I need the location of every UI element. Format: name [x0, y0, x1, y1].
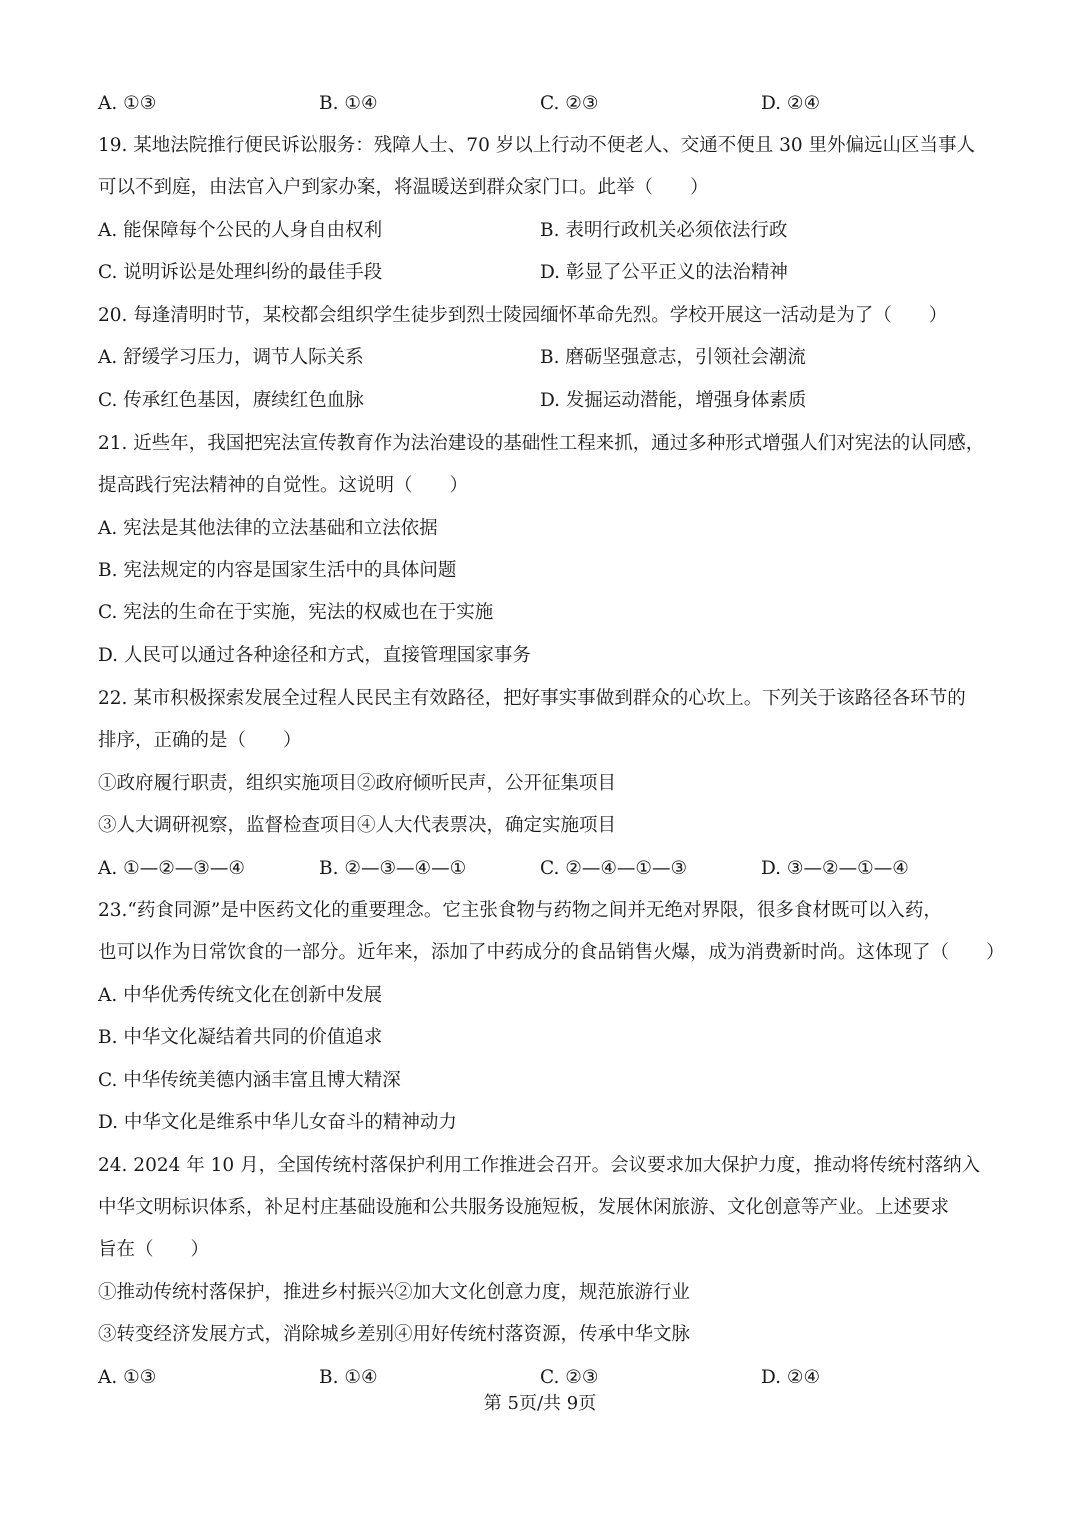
q24-option-c: C. ②③	[540, 1367, 599, 1388]
q19-option-d: D. 彰显了公平正义的法治精神	[540, 262, 788, 283]
q21-option-a: A. 宪法是其他法律的立法基础和立法依据	[98, 518, 438, 539]
q18-option-a: A. ①③	[98, 93, 157, 114]
q24-stem-line-2: 中华文明标识体系，补足村庄基础设施和公共服务设施短板，发展休闲旅游、文化创意等产业。上述要求	[98, 1197, 950, 1218]
q22-option-a: A. ①—②—③—④	[98, 858, 245, 879]
q21-option-b: B. 宪法规定的内容是国家生活中的具体问题	[98, 560, 457, 581]
q18-option-d: D. ②④	[761, 93, 821, 114]
q21-stem-line-1: 21. 近些年，我国把宪法宣传教育作为法治建设的基础性工程来抓，通过多种形式增强人们对宪法的认同感，	[98, 433, 985, 454]
q22-option-d: D. ③—②—①—④	[761, 858, 909, 879]
q18-option-b: B. ①④	[319, 93, 378, 114]
q19-option-a: A. 能保障每个公民的人身自由权利	[98, 220, 383, 241]
q24-statement-line-1: ①推动传统村落保护，推进乡村振兴②加大文化创意力度，规范旅游行业	[98, 1282, 691, 1303]
page-footer: 第 5页/共 9页	[483, 1393, 597, 1414]
q22-statement-line-1: ①政府履行职责，组织实施项目②政府倾听民声，公开征集项目	[98, 773, 617, 794]
q20-option-a: A. 舒缓学习压力，调节人际关系	[98, 347, 364, 368]
q23-option-c: C. 中华传统美德内涵丰富且博大精深	[98, 1070, 401, 1091]
q19-stem-line-2: 可以不到庭，由法官入户到家办案，将温暖送到群众家门口。此举（ ）	[98, 177, 709, 198]
q24-statement-line-2: ③转变经济发展方式，消除城乡差别④用好传统村落资源，传承中华文脉	[98, 1324, 691, 1345]
q23-option-a: A. 中华优秀传统文化在创新中发展	[98, 985, 383, 1006]
q19-option-b: B. 表明行政机关必须依法行政	[540, 220, 788, 241]
q22-option-c: C. ②—④—①—③	[540, 858, 688, 879]
q23-stem-line-2: 也可以作为日常饮食的一部分。近年来，添加了中药成分的食品销售火爆，成为消费新时尚。这体现了（ ）	[98, 942, 1005, 963]
q24-stem-line-1: 24. 2024 年 10 月，全国传统村落保护利用工作推进会召开。会议要求加大保护力度，推动将传统村落纳入	[98, 1155, 981, 1176]
q22-statement-line-2: ③人大调研视察，监督检查项目④人大代表票决，确定实施项目	[98, 815, 617, 836]
q19-option-c: C. 说明诉讼是处理纠纷的最佳手段	[98, 262, 383, 283]
q20-option-c: C. 传承红色基因，赓续红色血脉	[98, 390, 364, 411]
q22-option-b: B. ②—③—④—①	[319, 858, 467, 879]
q23-option-d: D. 中华文化是维系中华儿女奋斗的精神动力	[98, 1112, 457, 1133]
q24-stem-line-3: 旨在（ ）	[98, 1239, 210, 1260]
q20-stem-line-1: 20. 每逢清明时节，某校都会组织学生徒步到烈士陵园缅怀革命先烈。学校开展这一活动是为了（ ）	[98, 305, 948, 326]
q21-option-c: C. 宪法的生命在于实施，宪法的权威也在于实施	[98, 602, 494, 623]
q22-stem-line-1: 22. 某市积极探索发展全过程人民民主有效路径，把好事实事做到群众的心坎上。下列关于该路径各环节的	[98, 688, 966, 709]
q22-stem-line-2: 排序，正确的是（ ）	[98, 730, 302, 751]
q24-option-b: B. ①④	[319, 1367, 378, 1388]
q21-stem-line-2: 提高践行宪法精神的自觉性。这说明（ ）	[98, 475, 469, 496]
q23-stem-line-1: 23.“药食同源”是中医药文化的重要理念。它主张食物与药物之间并无绝对界限，很多食材既可以入药，	[98, 900, 942, 921]
q20-option-d: D. 发掘运动潜能，增强身体素质	[540, 390, 807, 411]
q24-option-d: D. ②④	[761, 1367, 821, 1388]
q20-option-b: B. 磨砺坚强意志，引领社会潮流	[540, 347, 806, 368]
q21-option-d: D. 人民可以通过各种途径和方式，直接管理国家事务	[98, 645, 531, 666]
q18-option-c: C. ②③	[540, 93, 599, 114]
q19-stem-line-1: 19. 某地法院推行便民诉讼服务：残障人士、70 岁以上行动不便老人、交通不便且 30 里外偏远山区当事人	[98, 135, 976, 156]
q23-option-b: B. 中华文化凝结着共同的价值追求	[98, 1027, 383, 1048]
q24-option-a: A. ①③	[98, 1367, 157, 1388]
